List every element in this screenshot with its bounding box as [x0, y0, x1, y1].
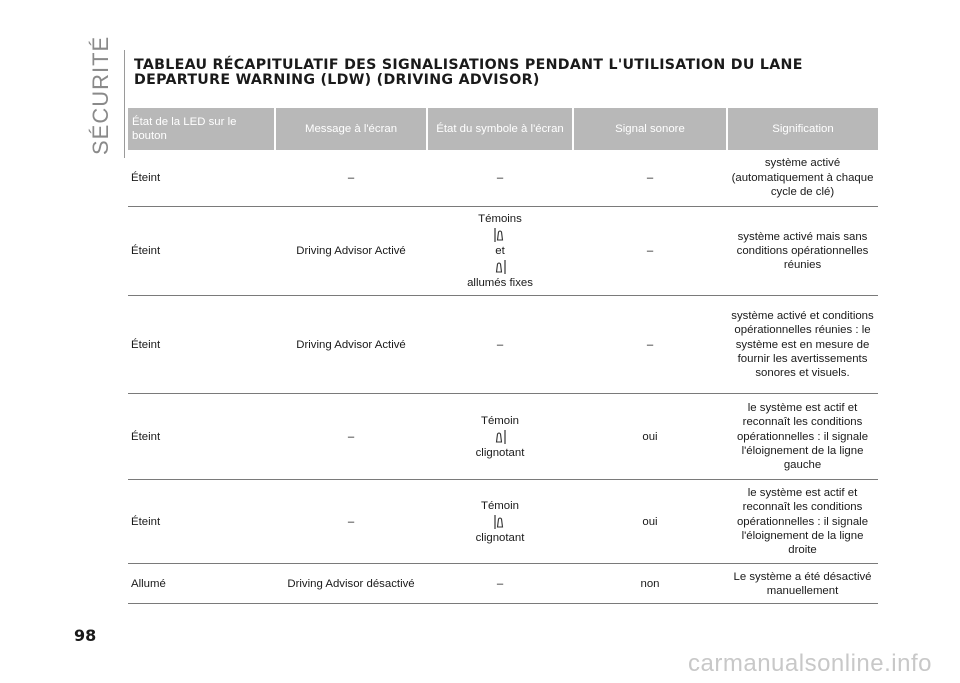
cell-led-state: Éteint — [128, 394, 275, 480]
lane-departure-left-icon — [431, 514, 569, 530]
symbol-text: et — [495, 244, 505, 257]
cell-screen-message: – — [275, 394, 427, 480]
table-row — [128, 296, 878, 394]
cell-led-state: Éteint — [128, 296, 275, 394]
section-divider — [124, 50, 125, 158]
cell-meaning: système activé et conditions opérationnelles réunies : le système est en mesure de fournir les avertissements sonores et visuels. — [727, 296, 878, 394]
cell-screen-message: – — [275, 150, 427, 206]
header-symbol-state: État du symbole à l'écran — [427, 108, 573, 150]
symbol-text: – — [496, 171, 504, 184]
lane-departure-right-icon — [431, 429, 569, 445]
symbol-text: – — [496, 338, 504, 351]
table-header-row — [128, 108, 878, 150]
table-row — [128, 564, 878, 604]
header-screen-message: Message à l'écran — [275, 108, 427, 150]
cell-led-state: Éteint — [128, 150, 275, 206]
cell-screen-message: Driving Advisor Activé — [275, 206, 427, 296]
cell-symbol-state — [427, 150, 573, 206]
cell-meaning: le système est actif et reconnaît les conditions opérationnelles : il signale l'éloignement de la ligne gauche — [727, 394, 878, 480]
symbol-text: Témoin — [481, 499, 519, 512]
watermark: carmanualsonline.info — [688, 650, 932, 677]
symbol-text: clignotant — [475, 531, 525, 544]
signals-table — [128, 108, 878, 604]
cell-led-state: Éteint — [128, 206, 275, 296]
cell-led-state: Éteint — [128, 480, 275, 564]
page-number: 98 — [74, 626, 97, 645]
lane-departure-right-icon — [431, 259, 569, 275]
cell-sound-signal: non — [573, 564, 727, 604]
cell-symbol-state — [427, 480, 573, 564]
symbol-text: – — [496, 577, 504, 590]
symbol-text: Témoin — [481, 414, 519, 427]
symbol-text: Témoins — [478, 212, 522, 225]
cell-screen-message: Driving Advisor Activé — [275, 296, 427, 394]
symbol-text: clignotant — [475, 446, 525, 459]
cell-meaning: système activé (automatiquement à chaque cycle de clé) — [727, 150, 878, 206]
cell-sound-signal: oui — [573, 480, 727, 564]
cell-sound-signal: – — [573, 206, 727, 296]
cell-sound-signal: oui — [573, 394, 727, 480]
table-row — [128, 480, 878, 564]
cell-led-state: Allumé — [128, 564, 275, 604]
table-row — [128, 394, 878, 480]
cell-screen-message: – — [275, 480, 427, 564]
header-meaning: Signification — [727, 108, 878, 150]
cell-symbol-state — [427, 206, 573, 296]
cell-symbol-state — [427, 564, 573, 604]
page-title: TABLEAU RÉCAPITULATIF DES SIGNALISATIONS PENDANT L'UTILISATION DU LANE DEPARTURE WARNING (LDW) (DRIVING ADVISOR) — [134, 57, 803, 88]
symbol-text: allumés fixes — [467, 277, 533, 290]
table-row — [128, 150, 878, 206]
cell-sound-signal: – — [573, 150, 727, 206]
header-led-state: État de la LED sur le bouton — [128, 108, 275, 150]
cell-sound-signal: – — [573, 296, 727, 394]
cell-meaning: Le système a été désactivé manuellement — [727, 564, 878, 604]
cell-meaning: système activé mais sans conditions opérationnelles réunies — [727, 206, 878, 296]
cell-screen-message: Driving Advisor désactivé — [275, 564, 427, 604]
section-label: SÉCURITÉ — [88, 35, 113, 155]
cell-symbol-state — [427, 296, 573, 394]
cell-meaning: le système est actif et reconnaît les conditions opérationnelles : il signale l'éloignement de la ligne droite — [727, 480, 878, 564]
lane-departure-left-icon — [431, 227, 569, 243]
table-row — [128, 206, 878, 296]
header-sound-signal: Signal sonore — [573, 108, 727, 150]
cell-symbol-state — [427, 394, 573, 480]
